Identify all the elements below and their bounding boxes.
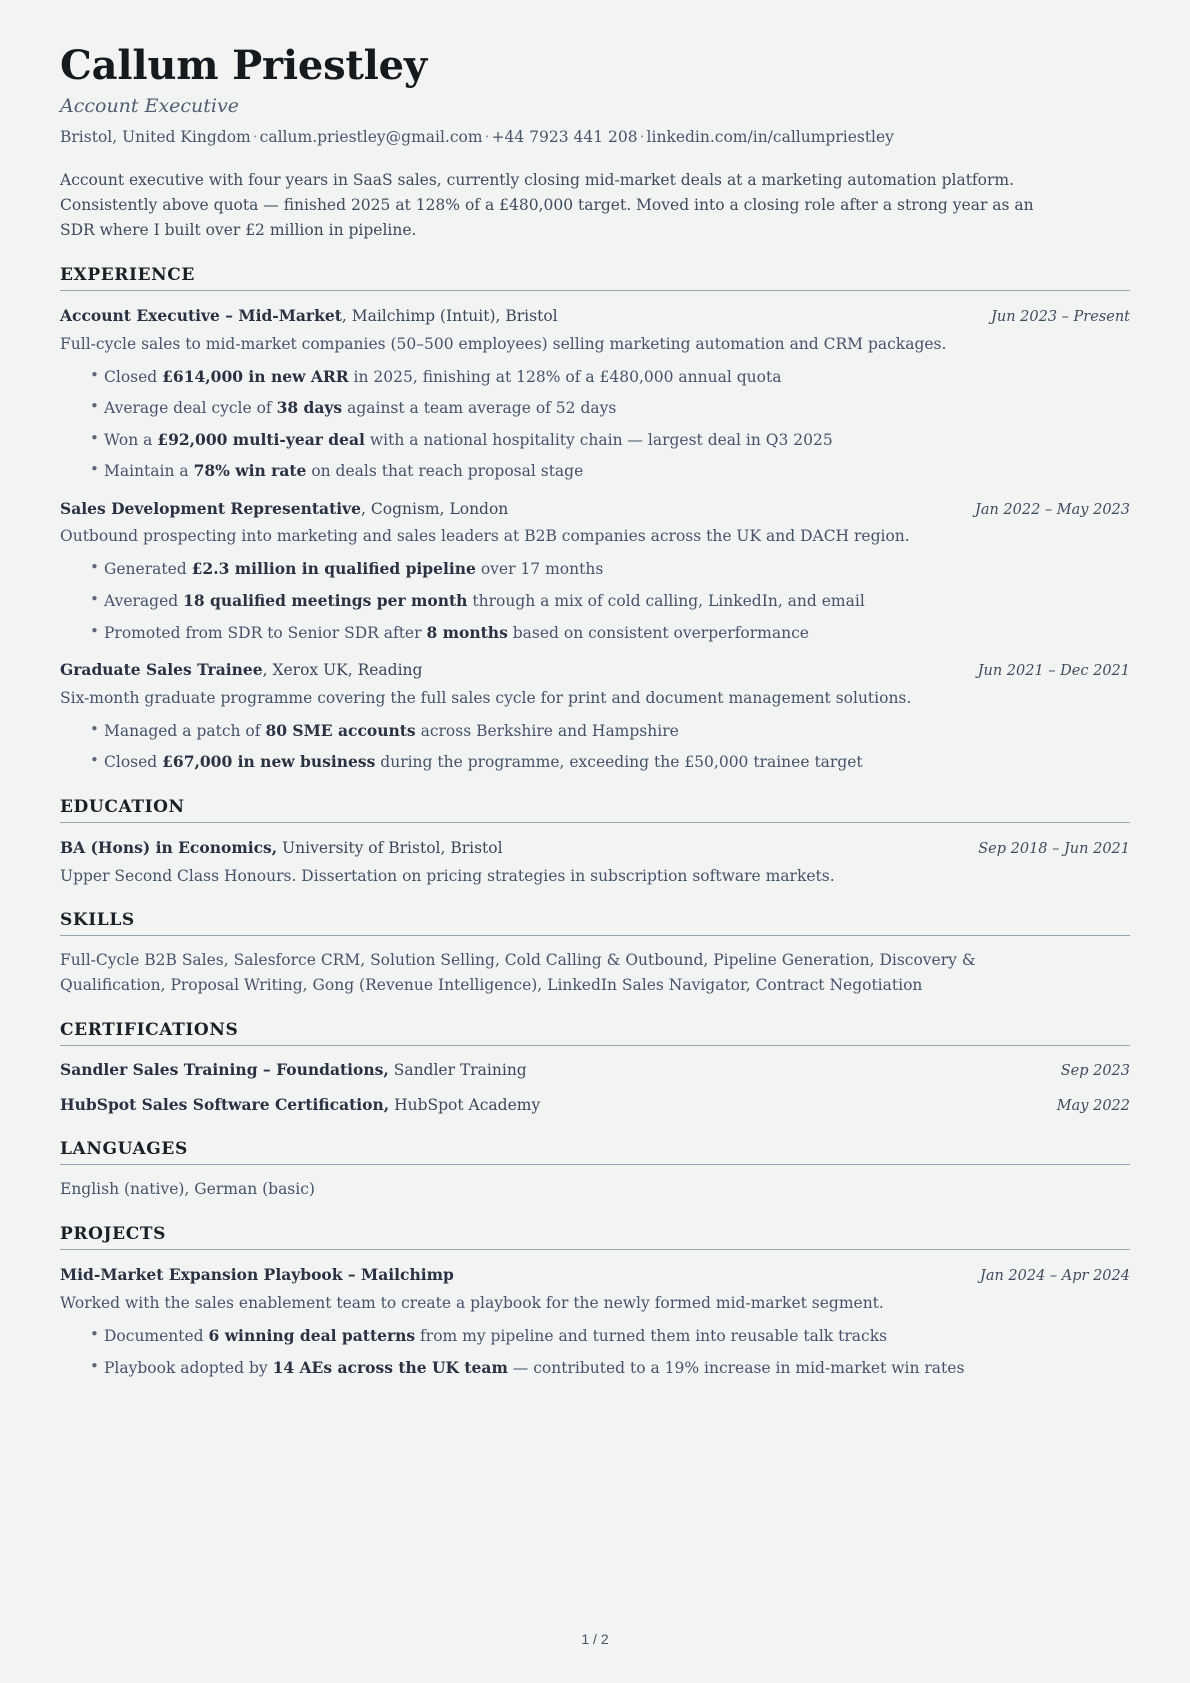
certification-issuer: Sandler Training [388,1060,527,1079]
entry-title [60,305,558,328]
bullet-pre: Managed a patch of [104,721,266,740]
bullet-post: on deals that reach proposal stage [306,462,584,481]
section-skills [60,910,1130,998]
section-education [60,797,1130,888]
entry-date: Jun 2021 – Dec 2021 [977,663,1130,680]
contact-linkedin[interactable]: linkedin.com/in/callumpriestley [646,127,894,146]
certification-row [60,1059,1130,1082]
bullet-post: in 2025, finishing at 128% of a £480,000 annual quota [348,367,782,386]
entry-date: Sep 2018 – Jun 2021 [978,840,1130,857]
bullet-pre: Average deal cycle of [104,399,277,418]
project-entry [60,1264,1130,1380]
languages-list: English (native), German (basic) [60,1180,315,1199]
contact-separator-2: · [484,127,490,146]
candidate-name: Callum Priestley [60,42,427,89]
bullet-post: across Berkshire and Hampshire [415,721,679,740]
certification-name: HubSpot Sales Software Certification, [60,1095,390,1115]
bullet-item [90,459,1130,484]
entry-title [60,1264,454,1287]
bullet-post: from my pipeline and turned them into reusable talk tracks [415,1326,888,1345]
bullet-item [90,365,1130,390]
bullet-highlight: 80 SME accounts [265,720,416,740]
contact-phone[interactable]: +44 7923 441 208 [491,127,638,146]
bullet-highlight: 78% win rate [193,461,307,481]
entry-title [60,659,422,682]
bullet-post: during the programme, exceeding the £50,000 trainee target [375,753,863,772]
section-title-languages: LANGUAGES [60,1139,1130,1165]
bullet-highlight: 8 months [426,622,508,642]
section-title-experience: EXPERIENCE [60,265,1130,291]
entry-description: Six-month graduate programme covering the full sales cycle for print and document management solutions. [60,688,912,707]
entry-bullet-list [60,365,1130,484]
entry-company: , Xerox UK, Reading [262,661,423,680]
degree-name: BA (Hons) in Economics, [60,837,278,857]
entry-title [60,1094,540,1117]
page-indicator: 1 / 2 [581,1631,609,1647]
professional-summary: Account executive with four years in SaaS sales, currently closing mid-market deals at a marketing automation platform. Consistently above quota — finished 2025 at 128% of a £480,000 target. Moved into a closing role after a strong year as an SDR where I built over £2 million in pipeline. [60,170,1034,239]
bullet-highlight: £67,000 in new business [162,752,376,772]
entry-description: Worked with the sales enablement team to create a playbook for the newly formed mid-market segment. [60,1293,884,1312]
page-footer [0,1631,1190,1647]
entry-header [60,305,1130,328]
institution-name: University of Bristol, Bristol [277,838,503,857]
section-title-projects: PROJECTS [60,1224,1130,1250]
bullet-post: based on consistent overperformance [507,623,809,642]
bullet-pre: Closed [104,753,163,772]
entry-date: Jan 2022 – May 2023 [975,501,1130,518]
experience-entry [60,659,1130,775]
entry-bullet-list [60,557,1130,645]
entry-date: May 2022 [1056,1098,1130,1115]
entry-company: , Mailchimp (Intuit), Bristol [341,306,558,325]
bullet-highlight: £614,000 in new ARR [162,366,349,386]
entry-role: Account Executive – Mid-Market [60,305,342,325]
entry-header [60,498,1130,521]
bullet-post: against a team average of 52 days [342,399,617,418]
contact-separator-3: · [639,127,645,146]
candidate-role: Account Executive [60,94,239,117]
bullet-item [90,557,1130,582]
contact-separator-1: · [252,127,258,146]
entry-bullet-list [60,719,1130,775]
bullet-pre: Promoted from SDR to Senior SDR after [104,623,427,642]
section-projects [60,1224,1130,1380]
section-experience [60,265,1130,775]
education-entry [60,837,1130,888]
bullet-highlight: 38 days [276,398,343,418]
contact-line [60,127,1130,148]
bullet-highlight: 18 qualified meetings per month [183,590,468,610]
bullet-pre: Generated [104,560,192,579]
entry-title [60,1059,527,1082]
bullet-post: with a national hospitality chain — largest deal in Q3 2025 [364,430,833,449]
entry-header [60,1264,1130,1287]
contact-location: Bristol, United Kingdom [60,127,251,146]
entry-role: Sales Development Representative [60,498,362,518]
bullet-item [90,750,1130,775]
entry-header [60,659,1130,682]
project-name: Mid-Market Expansion Playbook – Mailchimp [60,1265,454,1285]
entry-title [60,837,503,860]
section-languages [60,1139,1130,1202]
bullet-pre: Maintain a [104,462,194,481]
section-title-education: EDUCATION [60,797,1130,823]
bullet-pre: Documented [104,1326,209,1345]
contact-email[interactable]: callum.priestley@gmail.com [259,127,483,146]
certification-issuer: HubSpot Academy [389,1096,541,1115]
section-certifications [60,1020,1130,1117]
bullet-highlight: £92,000 multi-year deal [157,429,365,449]
bullet-pre: Averaged [104,591,184,610]
entry-title [60,498,508,521]
bullet-item [90,589,1130,614]
entry-date: Jan 2024 – Apr 2024 [980,1268,1130,1285]
bullet-item [90,1356,1130,1381]
bullet-pre: Closed [104,367,163,386]
bullet-highlight: 14 AEs across the UK team [272,1357,508,1377]
skills-list: Full-Cycle B2B Sales, Salesforce CRM, Solution Selling, Cold Calling & Outbound, Pipeline Generation, Discovery & Qualification, Proposal Writing, Gong (Revenue Intelligence), LinkedIn Sales Navigator, Contract Negotiation [60,950,976,994]
bullet-item [90,621,1130,646]
entry-date: Jun 2023 – Present [991,308,1130,325]
entry-header [60,837,1130,860]
resume-header [60,44,1130,243]
entry-company: , Cognism, London [361,499,509,518]
bullet-pre: Won a [104,430,158,449]
bullet-post: — contributed to a 19% increase in mid-market win rates [507,1358,965,1377]
section-title-certifications: CERTIFICATIONS [60,1020,1130,1046]
bullet-highlight: 6 winning deal patterns [208,1325,416,1345]
entry-description: Upper Second Class Honours. Dissertation on pricing strategies in subscription software markets. [60,866,835,885]
bullet-item [90,719,1130,744]
bullet-highlight: £2.3 million in qualified pipeline [191,559,476,579]
experience-entry [60,498,1130,645]
entry-description: Full-cycle sales to mid-market companies (50–500 employees) selling marketing automation and CRM packages. [60,334,947,353]
certification-row [60,1094,1130,1117]
bullet-item [90,428,1130,453]
entry-role: Graduate Sales Trainee [60,660,263,680]
certification-name: Sandler Sales Training – Foundations, [60,1059,389,1079]
entry-date: Sep 2023 [1060,1062,1130,1079]
entry-bullet-list [60,1324,1130,1380]
experience-entry [60,305,1130,484]
bullet-item [90,396,1130,421]
bullet-pre: Playbook adopted by [104,1358,273,1377]
entry-description: Outbound prospecting into marketing and sales leaders at B2B companies across the UK and DACH region. [60,527,910,546]
bullet-post: over 17 months [475,560,604,579]
section-title-skills: SKILLS [60,910,1130,936]
bullet-item [90,1324,1130,1349]
bullet-post: through a mix of cold calling, LinkedIn, and email [467,591,865,610]
